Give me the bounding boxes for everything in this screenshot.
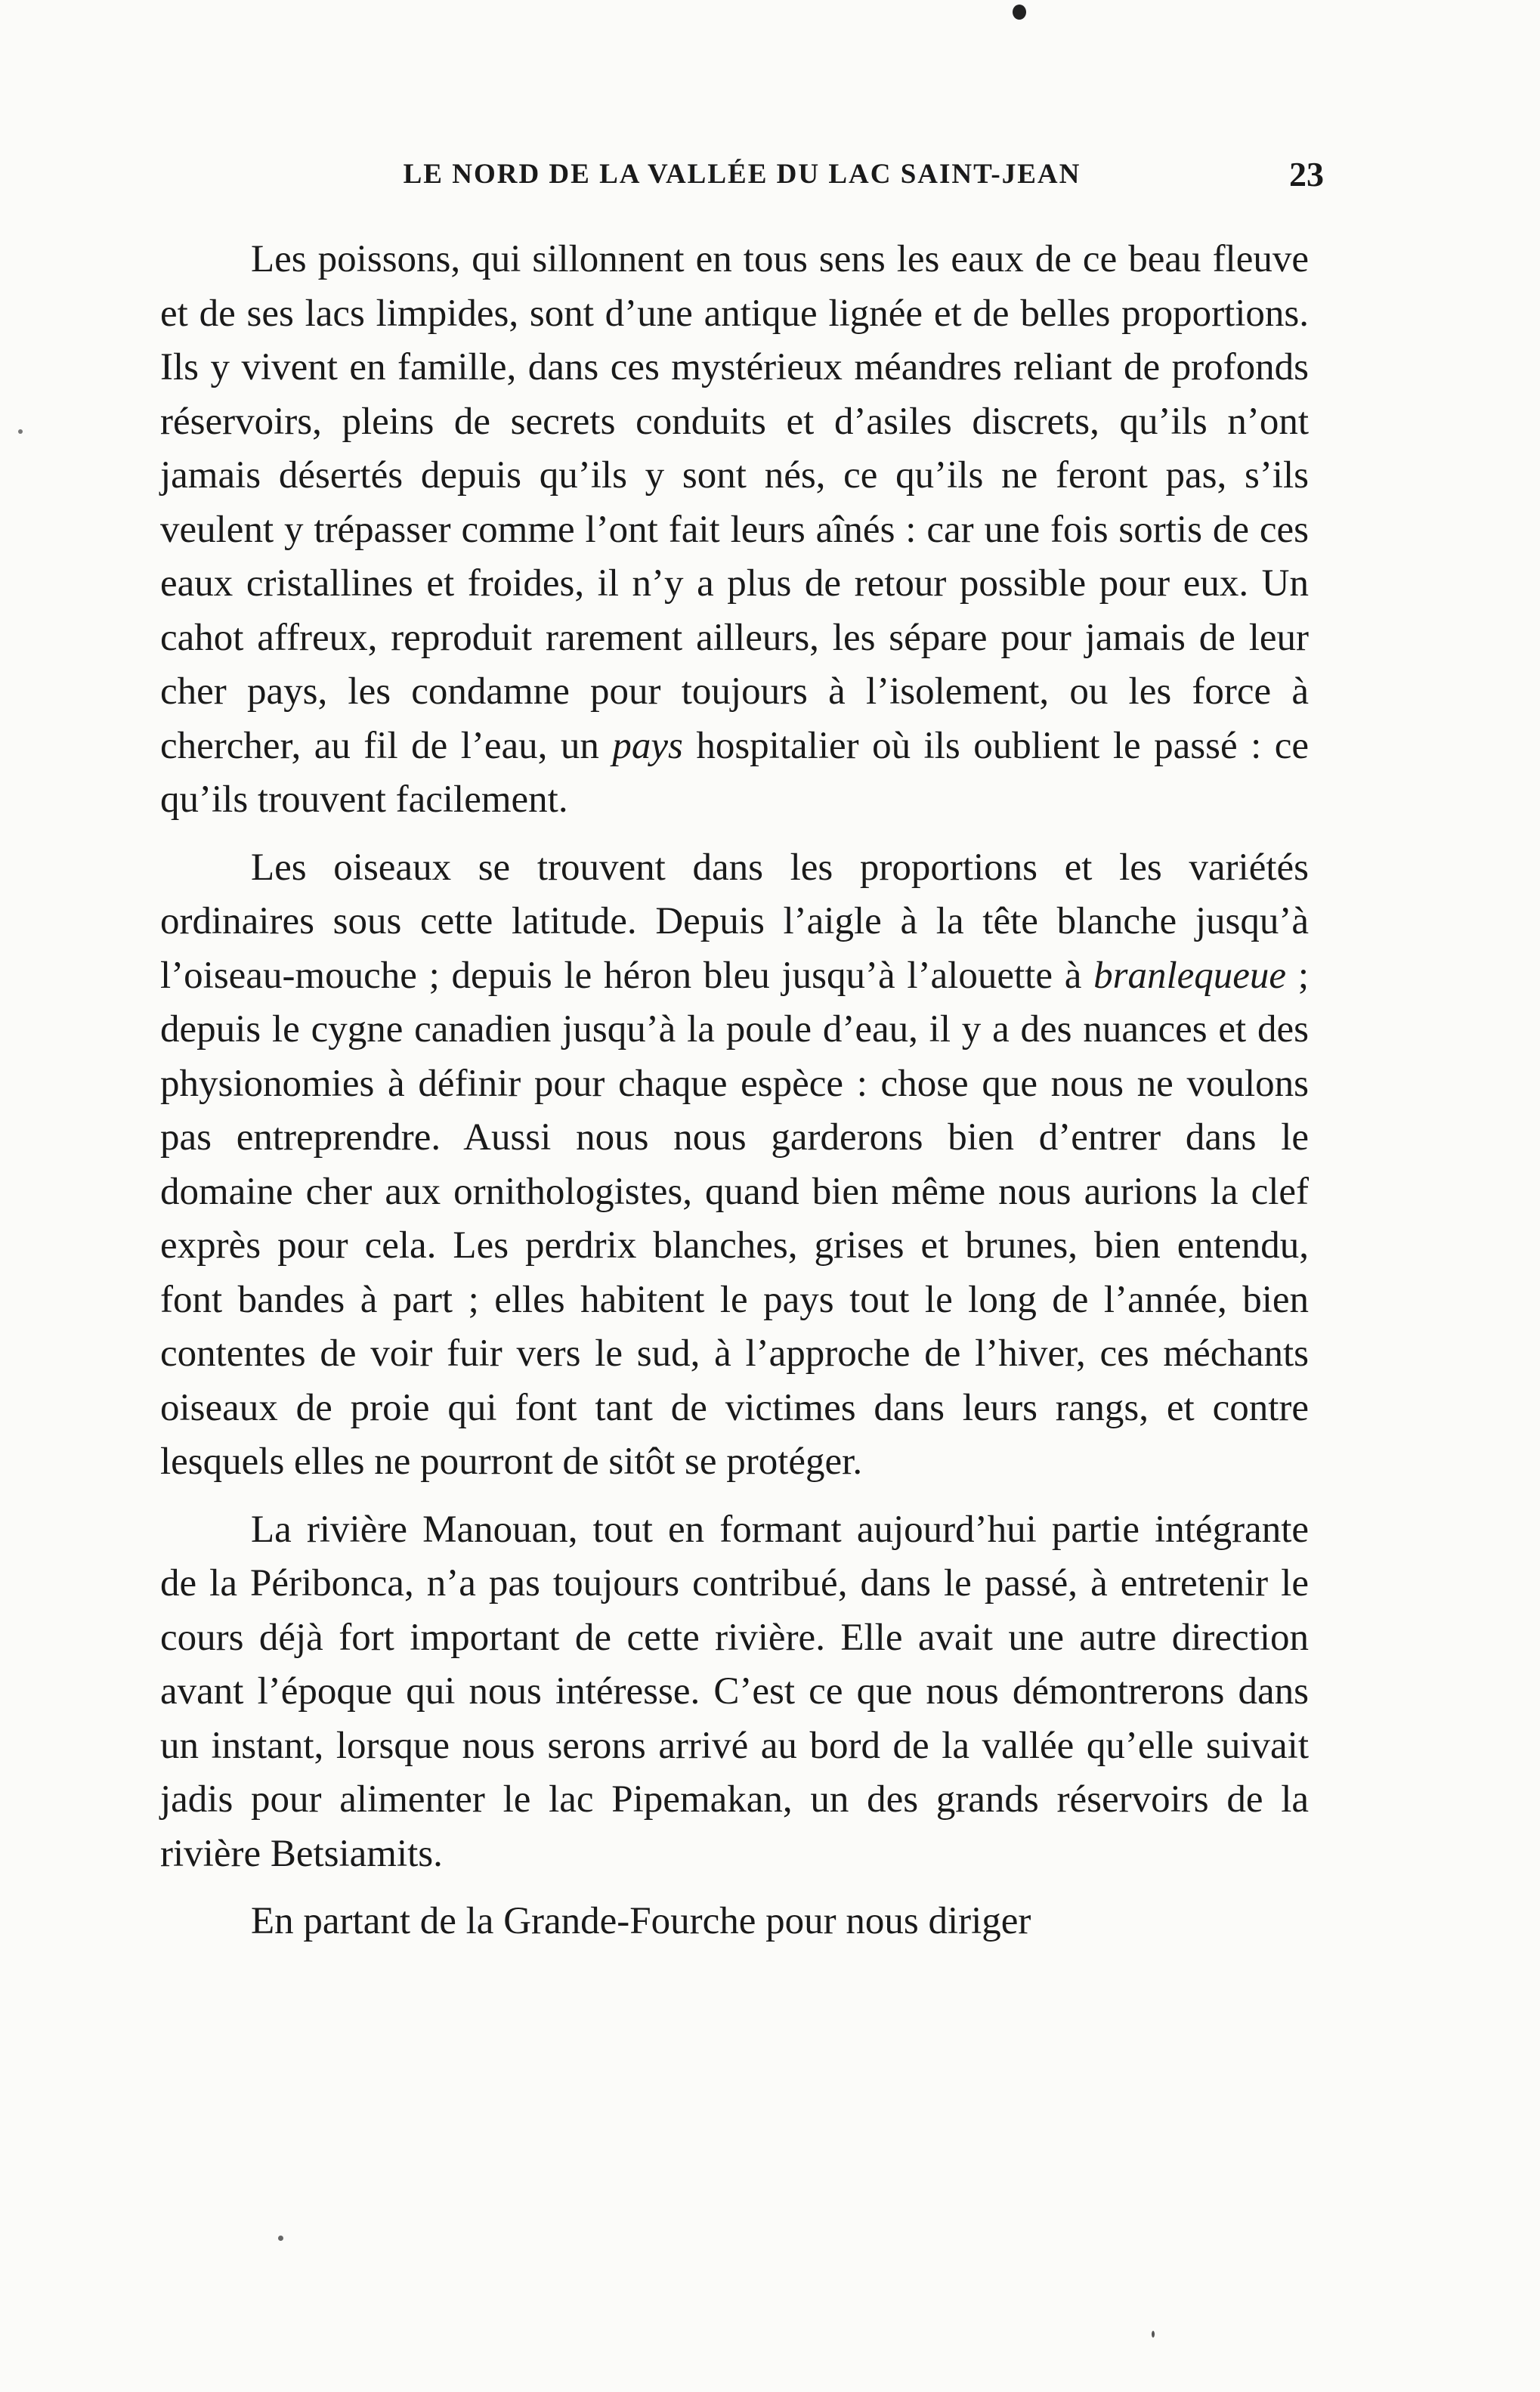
text-run: La rivière Manouan, tout en formant aujourd’hui partie intégrante de la Péribonca, n’a pas toujours contribué, dans le passé, à entretenir le cours déjà fort important de cette rivière. Elle avait une autre direction avant l’époque qui nous intéresse. C’est ce que nous démontrerons dans un instant, lorsque nous serons arrivé au bord de la vallée qu’elle suivait jadis pour alimenter le lac Pipemakan, un des grands réservoirs de la rivière Betsiamits. bbox=[160, 1508, 1309, 1875]
text-run: Les oiseaux se trouvent dans les proportions et les variétés ordinaires sous cette latitude. Depuis l’aigle à la tête blanche jusqu’à l’oiseau-mouche ; depuis le héron bleu jusqu’à l’alouette à bbox=[160, 846, 1309, 997]
text-run: En partant de la Grande-Fourche pour nous diriger bbox=[251, 1900, 1031, 1942]
running-head: LE NORD DE LA VALLÉE DU LAC SAINT-JEAN bbox=[403, 159, 1081, 190]
speck bbox=[1152, 2331, 1155, 2338]
text-run: Les poissons, qui sillonnent en tous sens les eaux de ce beau fleuve et de ses lacs limpides, sont d’une antique lignée et de belles proportions. Ils y vivent en famille, dans ces mystérieux méandres reliant de profonds réservoirs, pleins de secrets conduits et d’asiles discrets, qu’ils n’ont jamais désertés depuis qu’ils y sont nés, ce qu’ils ne feront pas, s’ils veulent y trépasser comme l’ont fait leurs aînés : car une fois sortis de ces eaux cristallines et froides, il n’y a plus de retour possible pour eux. Un cahot affreux, reproduit rarement ailleurs, les sépare pour jamais de leur cher pays, les condamne pour toujours à l’isolement, ou les force à chercher, au fil de l’eau, un bbox=[160, 238, 1309, 767]
paragraph-grande-fourche bbox=[160, 1895, 1309, 1949]
text-run: hospitalier où ils oublient le passé : ce qu’ils trouvent facilement. bbox=[160, 724, 1309, 821]
page-number: 23 bbox=[1289, 155, 1324, 193]
paragraph-manouan bbox=[160, 1503, 1309, 1882]
text-run: ; depuis le cygne canadien jusqu’à la poule d’eau, il y a des nuances et des physionomies à définir pour chaque espèce : chose que nous ne voulons pas entreprendre. Aussi nous nous garderons bien d’entrer dans le domaine cher aux ornithologistes, quand bien même nous aurions la clef exprès pour cela. Les perdrix blanches, grises et brunes, bien entendu, font bandes à part ; elles habitent le pays tout le long de l’année, bien contentes de voir fuir vers le sud, à l’approche de l’hiver, ces méchants oiseaux de proie qui font tant de victimes dans leurs rangs, et contre lesquels elles ne pourront de sitôt se protéger. bbox=[160, 954, 1310, 1483]
paragraph-birds bbox=[160, 841, 1309, 1490]
italic-word: branlequeue bbox=[1093, 954, 1287, 997]
speck bbox=[278, 2236, 283, 2241]
page-header bbox=[160, 148, 1324, 201]
speck bbox=[18, 429, 23, 434]
ink-blot bbox=[1013, 5, 1026, 20]
italic-word: pays bbox=[612, 724, 683, 767]
paragraph-fish bbox=[160, 233, 1309, 828]
body-text bbox=[160, 233, 1309, 1949]
